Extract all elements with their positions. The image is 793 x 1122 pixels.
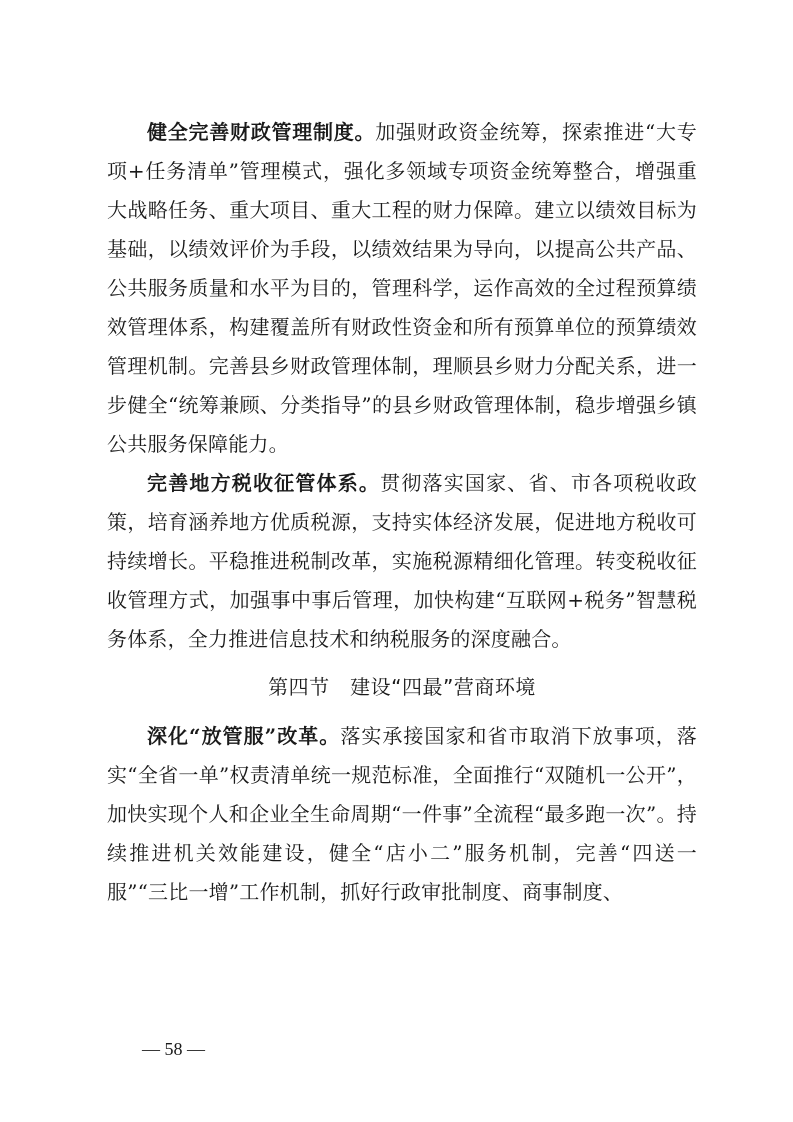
page-content xyxy=(107,113,697,912)
paragraph-lead: 深化“放管服”改革。 xyxy=(147,724,341,748)
paragraph-lead: 健全完善财政管理制度。 xyxy=(147,120,376,144)
paragraph-fiscal-management xyxy=(107,113,697,464)
section-title: 第四节 建设“四最”营商环境 xyxy=(268,675,536,699)
paragraph-reform xyxy=(107,717,697,912)
paragraph-body: 贯彻落实国家、省、市各项税收政策，培育涵养地方优质税源，支持实体经济发展，促进地方税收可持续增长。平稳推进税制改革，实施税源精细化管理。转变税收征收管理方式，加强事中事后管理，加快构建“互联网+税务”智慧税务体系，全力推进信息技术和纳税服务的深度融合。 xyxy=(107,471,698,651)
paragraph-lead: 完善地方税收征管体系。 xyxy=(147,471,381,495)
paragraph-body: 加强财政资金统筹，探索推进“大专项+任务清单”管理模式，强化多领域专项资金统筹整合，增强重大战略任务、重大项目、重大工程的财力保障。建立以绩效目标为基础，以绩效评价为手段，以绩效结果为导向，以提高公共产品、公共服务质量和水平为目的，管理科学，运作高效的全过程预算绩效管理体系，构建覆盖所有财政性资金和所有预算单位的预算绩效管理机制。完善县乡财政管理体制，理顺县乡财力分配关系，进一步健全“统筹兼顾、分类指导”的县乡财政管理体制，稳步增强乡镇公共服务保障能力。 xyxy=(107,120,697,456)
paragraph-tax-system xyxy=(107,464,697,659)
paragraph-body: 落实承接国家和省市取消下放事项，落实“全省一单”权责清单统一规范标准，全面推行“双随机一公开”，加快实现个人和企业全生命周期“一件事”全流程“最多跑一次”。持续推进机关效能建设，健全“店小二”服务机制，完善“四送一服”“三比一增”工作机制，抓好行政审批制度、商事制度、 xyxy=(107,724,697,904)
page-number: — 58 — xyxy=(142,1039,205,1059)
